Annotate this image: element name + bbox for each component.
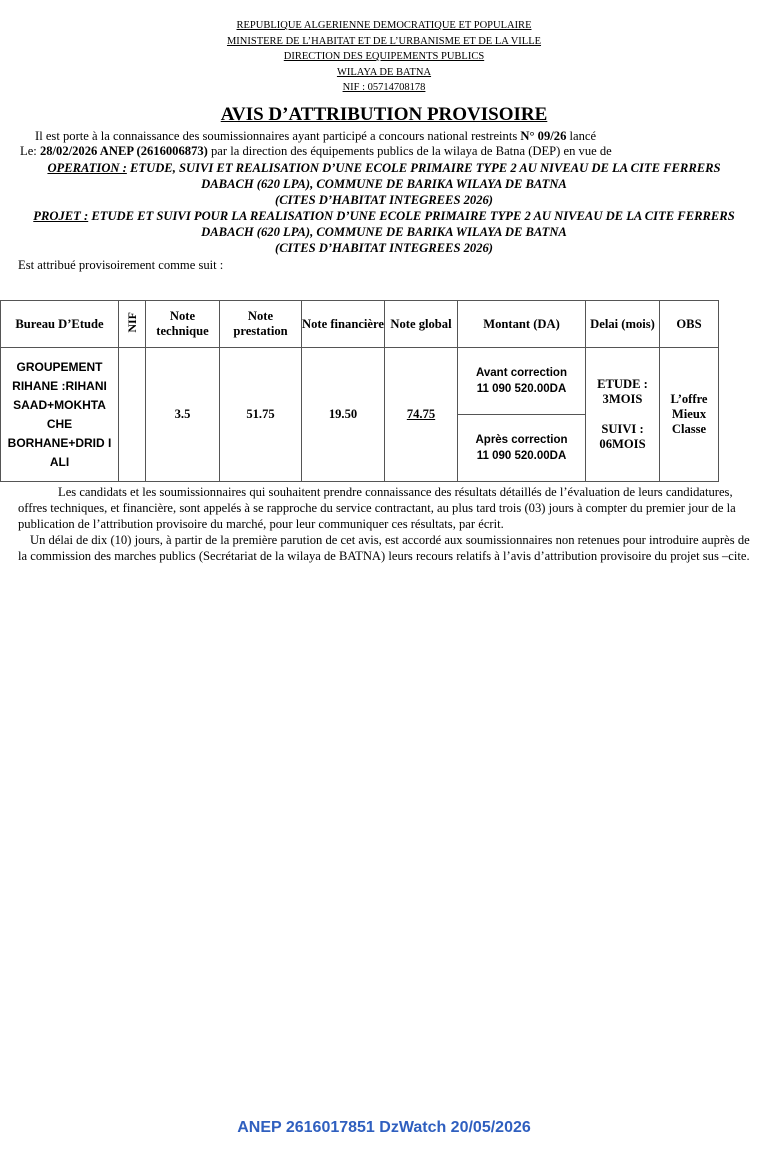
operation-text: ETUDE, SUIVI ET REALISATION D’UNE ECOLE PRIMAIRE TYPE 2 AU NIVEAU DE LA CITE FERRERS DABACH (620 LPA), COMMUNE DE BARIKA WILAYA DE BATNA — [126, 160, 721, 191]
cell-fin: 19.50 — [302, 348, 385, 482]
attribution-table — [0, 300, 719, 482]
col-prest: Note prestation — [220, 301, 302, 348]
col-tech: Note technique — [146, 301, 220, 348]
projet-note: (CITES D’HABITAT INTEGREES 2026) — [275, 240, 493, 255]
cell-montant-apres — [458, 415, 586, 482]
apres-label: Après correction — [475, 434, 568, 446]
intro-date: 28/02/2026 ANEP (2616006873) — [39, 144, 208, 158]
cell-nif — [119, 348, 146, 482]
avant-label: Avant correction — [476, 367, 567, 379]
col-glob: Note global — [385, 301, 458, 348]
intro-direction: par la direction des équipements publics de la wilaya de Batna (DEP) en vue de — [207, 144, 612, 158]
operation-label: OPERATION : — [47, 160, 127, 175]
operation-note: (CITES D’HABITAT INTEGREES 2026) — [275, 192, 493, 207]
delai-etude: ETUDE : 3MOIS — [597, 377, 648, 406]
header-nif: NIF : 05714708178 — [342, 82, 426, 93]
cell-obs: L’offre Mieux Classe — [660, 348, 719, 482]
intro-line-1 — [0, 129, 768, 145]
projet-block — [0, 208, 768, 256]
intro-text-end: lancé — [566, 128, 597, 143]
col-montant: Montant (DA) — [458, 301, 586, 348]
header-wilaya: WILAYA DE BATNA — [336, 66, 432, 78]
projet-text: ETUDE ET SUIVI POUR LA REALISATION D’UNE ECOLE PRIMAIRE TYPE 2 AU NIVEAU DE LA CITE FERRERS DABACH (620 LPA), COMMUNE DE BARIKA WILAYA DE BATNA — [88, 208, 735, 239]
intro-text: Il est porte à la connaissance des soumissionnaires ayant participé a concours national restreints — [35, 128, 521, 143]
cell-tech: 3.5 — [146, 348, 220, 482]
delai-suivi: SUIVI : 06MOIS — [599, 422, 646, 451]
cell-montant-avant — [458, 348, 586, 415]
header-republique: REPUBLIQUE ALGERIENNE DEMOCRATIQUE ET POPULAIRE — [236, 20, 532, 31]
intro-le: Le: — [20, 144, 40, 158]
col-fin: Note financière — [302, 301, 385, 348]
col-nif — [119, 301, 146, 348]
footer-reference: ANEP 2616017851 DzWatch 20/05/2026 — [237, 1119, 531, 1136]
body-paragraph-2: Un délai de dix (10) jours, à partir de la première parution de cet avis, est accordé aux soumissionnaires non retenues pour introduire auprès de la commission des marches publics (Secrétariat de la wilaya de BATNA) leurs recours relatifs à l’avis d’attribution provisoire du projet sus –cite. — [18, 533, 750, 563]
document-header — [0, 18, 768, 96]
header-direction: DIRECTION DES EQUIPEMENTS PUBLICS — [283, 51, 485, 62]
table-row — [1, 348, 719, 415]
cell-glob: 74.75 — [385, 348, 458, 482]
avant-value: 11 090 520.00DA — [476, 383, 567, 395]
col-delai: Delai (mois) — [586, 301, 660, 348]
document-body — [0, 484, 750, 564]
body-paragraph-1: Les candidats et les soumissionnaires qui souhaitent prendre connaissance des résultats détaillés de l’évaluation de leurs candidatures, offres techniques, et financière, sont appelés à se rapproche du service contractant, au plus tard trois (03) jours à compter du premier jour de la publication de l’attribution provisoire du marché, pour leur communiquer ces résultats, par écrit. — [18, 485, 736, 531]
cell-prest: 51.75 — [220, 348, 302, 482]
attribution-line: Est attribué provisoirement comme suit : — [18, 257, 224, 272]
cell-bureau: GROUPEMENT RIHANE :RIHANI SAAD+MOKHTA CHE BORHANE+DRID I ALI — [1, 348, 119, 482]
document-title: AVIS D’ATTRIBUTION PROVISOIRE — [220, 103, 548, 125]
table-header-row — [1, 301, 719, 348]
apres-value: 11 090 520.00DA — [476, 450, 567, 462]
col-obs: OBS — [660, 301, 719, 348]
concours-number: N° 09/26 — [520, 128, 567, 143]
col-bureau: Bureau D’Etude — [1, 301, 119, 348]
intro-line-2 — [0, 144, 768, 160]
header-ministere: MINISTERE DE L’HABITAT ET DE L’URBANISME ET DE LA VILLE — [226, 35, 542, 47]
operation-block — [0, 160, 768, 208]
col-nif-label: NIF — [124, 311, 139, 333]
cell-delai — [586, 348, 660, 482]
projet-label: PROJET : — [33, 208, 89, 223]
